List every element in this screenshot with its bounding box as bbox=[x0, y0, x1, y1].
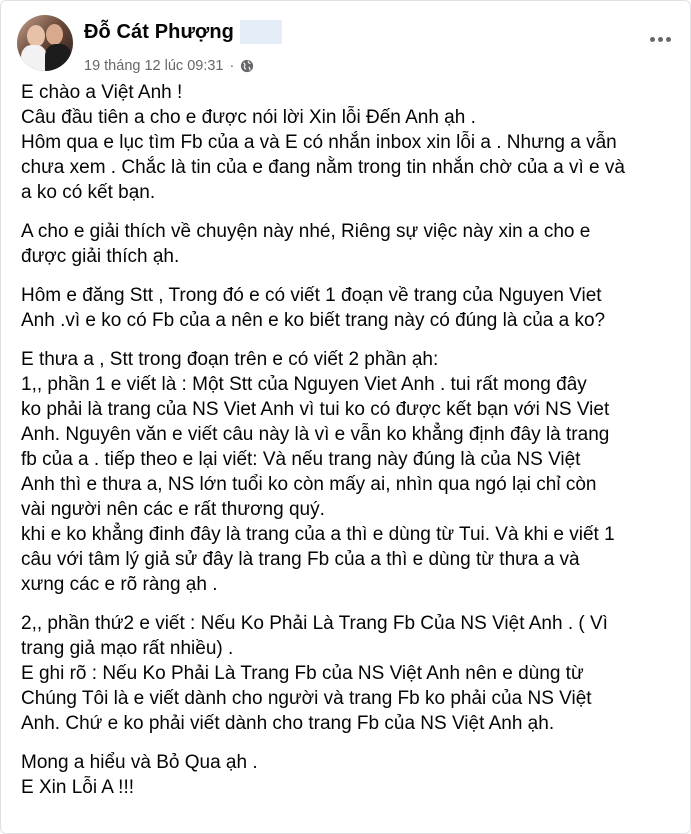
post-text-line: E Xin Lỗi A !!! bbox=[21, 777, 135, 798]
more-options-icon[interactable] bbox=[646, 29, 674, 49]
post-text-line: chưa xem . Chắc là tin của e đang nằm trong tin nhắn chờ của a vì e và bbox=[21, 157, 625, 178]
post-text-line: Hôm qua e lục tìm Fb của a và E có nhắn inbox xin lỗi a . Nhưng a vẫn bbox=[21, 132, 617, 153]
post-text-line: Anh .vì e ko có Fb của a nên e ko biết trang này có đúng là của a ko? bbox=[21, 310, 606, 331]
post-paragraph bbox=[21, 750, 676, 800]
post-text-line: 1,, phần 1 e viết là : Một Stt của Nguyen Viet Anh . tui rất mong đây bbox=[21, 374, 587, 395]
post-text-line: E ghi rõ : Nếu Ko Phải Là Trang Fb của NS Việt Anh nên e dùng từ bbox=[21, 663, 584, 684]
post-paragraph bbox=[21, 219, 676, 269]
post-paragraph bbox=[21, 611, 676, 736]
post-text-line: ko phải là trang của NS Viet Anh vì tui ko có được kết bạn với NS Viet bbox=[21, 399, 610, 420]
post-text-line: fb của a . tiếp theo e lại viết: Và nếu trang này đúng là của NS Việt bbox=[21, 449, 581, 470]
post-paragraph bbox=[21, 80, 676, 205]
post-text-line: vài người nên các e rất thương quý. bbox=[21, 499, 325, 520]
meta-separator: · bbox=[229, 58, 235, 74]
post-text-line: Anh thì e thưa a, NS lớn tuổi ko còn mấy ai, nhìn qua ngó lại chỉ còn bbox=[21, 474, 597, 495]
post-text-line: a ko có kết bạn. bbox=[21, 182, 156, 203]
post-body bbox=[21, 80, 676, 814]
post-paragraph bbox=[21, 347, 676, 597]
post-text-line: Anh. Nguyên văn e viết câu này là vì e vẫn ko khẳng định đây là trang bbox=[21, 424, 610, 445]
avatar-body-right bbox=[45, 44, 71, 71]
post-text-line: 2,, phần thứ2 e viết : Nếu Ko Phải Là Trang Fb Của NS Việt Anh . ( Vì bbox=[21, 613, 608, 634]
redaction-box bbox=[240, 20, 282, 44]
more-dot bbox=[666, 37, 671, 42]
post-text-line: A cho e giải thích về chuyện này nhé, Riêng sự việc này xin a cho e bbox=[21, 221, 591, 242]
post-text-line: câu với tâm lý giả sử đây là trang Fb của a thì e dùng từ thưa a và bbox=[21, 549, 580, 570]
post-text-line: Anh. Chứ e ko phải viết dành cho trang Fb của NS Việt Anh ạh. bbox=[21, 713, 555, 734]
post-text-line: Mong a hiểu và Bỏ Qua ạh . bbox=[21, 752, 258, 773]
post-text-line: Câu đầu tiên a cho e được nói lời Xin lỗi Đến Anh ạh . bbox=[21, 107, 476, 128]
post-text-line: E thưa a , Stt trong đoạn trên e có viết 2 phần ạh: bbox=[21, 349, 439, 370]
post-text-line: được giải thích ạh. bbox=[21, 246, 180, 267]
avatar-body-left bbox=[21, 45, 47, 71]
post-text-line: xưng các e rõ ràng ạh . bbox=[21, 574, 218, 595]
post-paragraph bbox=[21, 283, 676, 333]
post-header bbox=[17, 15, 674, 74]
globe-icon[interactable] bbox=[240, 59, 254, 73]
author-row bbox=[84, 19, 282, 45]
post-timestamp[interactable]: 19 tháng 12 lúc 09:31 bbox=[84, 58, 224, 74]
post-text-line: E chào a Việt Anh ! bbox=[21, 82, 183, 103]
post-text-line: trang giả mạo rất nhiều) . bbox=[21, 638, 234, 659]
post-text-line: khi e ko khẳng đinh đây là trang của a thì e dùng từ Tui. Và khi e viết 1 bbox=[21, 524, 615, 545]
post-text-line: Chúng Tôi là e viết dành cho người và trang Fb ko phải của NS Việt bbox=[21, 688, 592, 709]
author-name[interactable]: Đỗ Cát Phượng bbox=[84, 20, 234, 43]
avatar[interactable] bbox=[17, 15, 73, 71]
post-meta bbox=[84, 56, 254, 76]
more-dot bbox=[658, 37, 663, 42]
avatar-person-right bbox=[46, 24, 63, 45]
post-text-line: Hôm e đăng Stt , Trong đó e có viết 1 đoạn về trang của Nguyen Viet bbox=[21, 285, 602, 306]
more-dot bbox=[650, 37, 655, 42]
avatar-person-left bbox=[27, 25, 45, 47]
